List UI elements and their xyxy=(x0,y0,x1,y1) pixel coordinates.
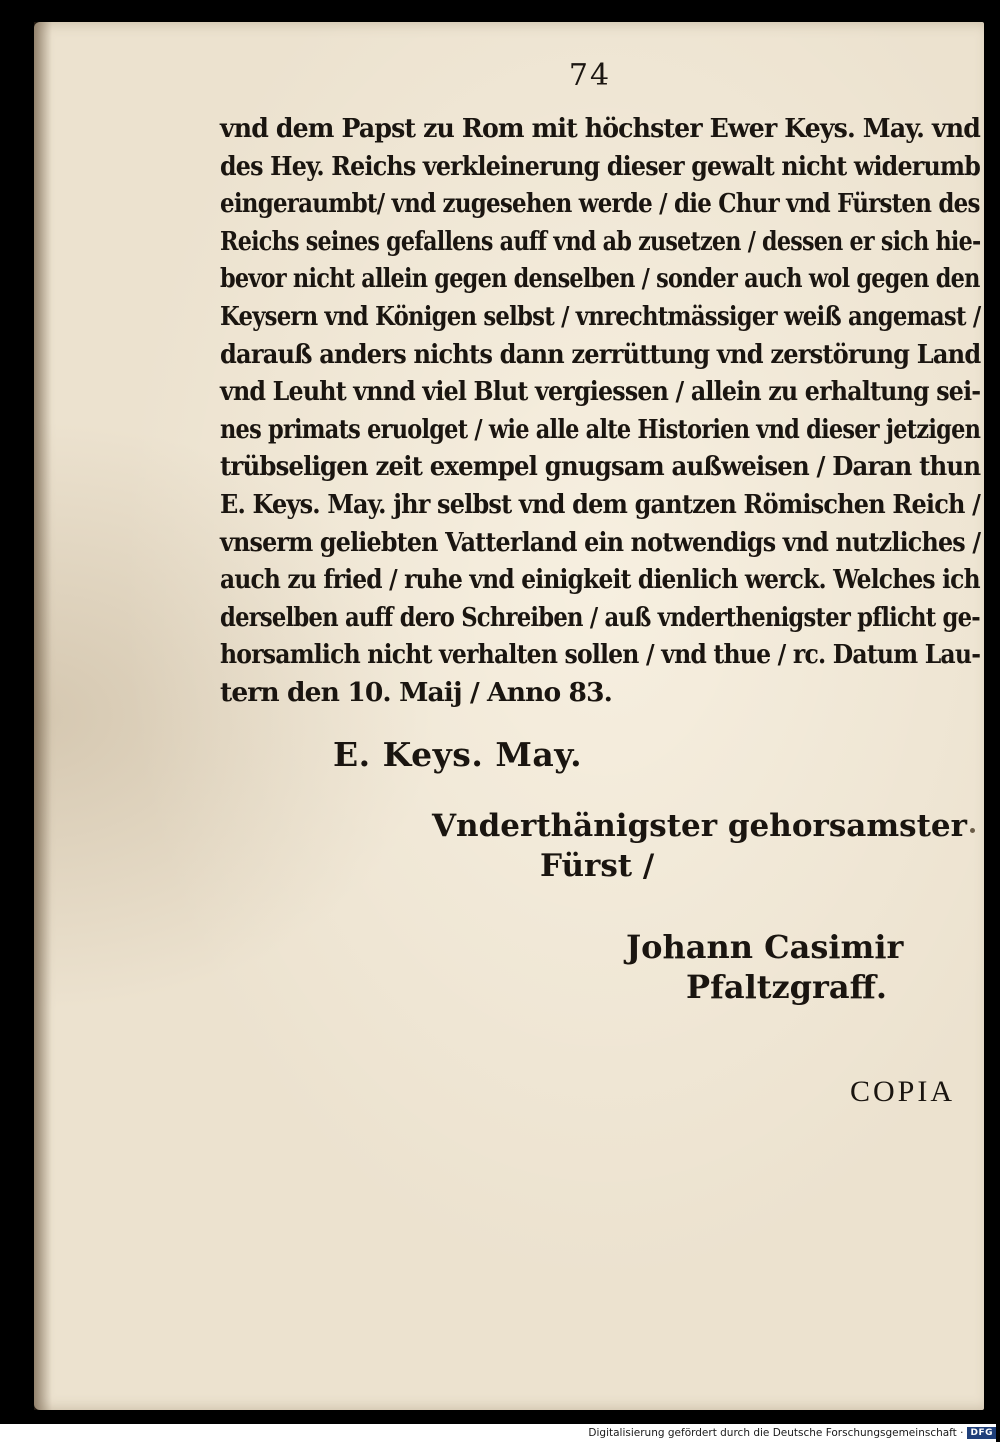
text-line: eingeraumbt/ vnd zugesehen werde / die Chur vnd Fürsten des xyxy=(220,188,980,220)
funding-credit: Digitalisierung gefördert durch die Deutsche Forschungsgemeinschaft · xyxy=(588,1427,964,1439)
text-line: trübseligen zeit exempel gnugsam außweisen / Daran thun xyxy=(220,451,981,483)
text-line: horsamlich nicht verhalten sollen / vnd thue / rc. Datum Lau- xyxy=(220,639,981,671)
spine-shadow xyxy=(34,22,52,1410)
paper-speck xyxy=(970,828,975,833)
signer-title: Pfaltzgraff. xyxy=(686,968,888,1006)
text-line: des Hey. Reichs verkleinerung dieser gewalt nicht widerumb xyxy=(220,150,981,182)
digitization-footer xyxy=(0,1424,996,1442)
catchword: COPIA xyxy=(850,1075,956,1108)
text-line: derselben auff dero Schreiben / auß vnderthenigster pflicht ge- xyxy=(220,601,980,633)
text-line: vnd Leuht vnnd viel Blut vergiessen / allein zu erhaltung sei- xyxy=(220,376,981,408)
signoff-line: Fürst / xyxy=(540,848,655,884)
text-line: Keysern vnd Königen selbst / vnrechtmässiger weiß angemast / xyxy=(220,300,981,332)
text-line: E. Keys. May. jhr selbst vnd dem gantzen Römischen Reich / xyxy=(220,488,981,520)
text-line: nes primats eruolget / wie alle alte Historien vnd dieser jetzigen xyxy=(220,413,981,445)
text-line: darauß anders nichts dann zerrüttung vnd zerstörung Land xyxy=(220,338,981,370)
text-line: vnd dem Papst zu Rom mit höchster Ewer Keys. May. vnd xyxy=(220,113,980,144)
text-line: bevor nicht allein gegen denselben / sonder auch wol gegen den xyxy=(220,263,980,295)
text-line: auch zu fried / ruhe vnd einigkeit dienlich werck. Welches ich xyxy=(220,564,980,596)
text-line: Reichs seines gefallens auff vnd ab zusetzen / dessen er sich hie- xyxy=(220,225,981,257)
body-text xyxy=(220,110,980,712)
text-line: vnserm geliebten Vatterland ein notwendigs vnd nutzliches / xyxy=(220,526,981,558)
page-number: 74 xyxy=(568,58,612,93)
dfg-logo: DFG xyxy=(967,1427,996,1439)
text-line: tern den 10. Maij / Anno 83. xyxy=(220,676,612,708)
salutation: E. Keys. May. xyxy=(333,735,583,774)
signer-name: Johann Casimir xyxy=(626,928,904,966)
signoff-line: Vnderthänigster gehorsamster xyxy=(432,808,967,844)
